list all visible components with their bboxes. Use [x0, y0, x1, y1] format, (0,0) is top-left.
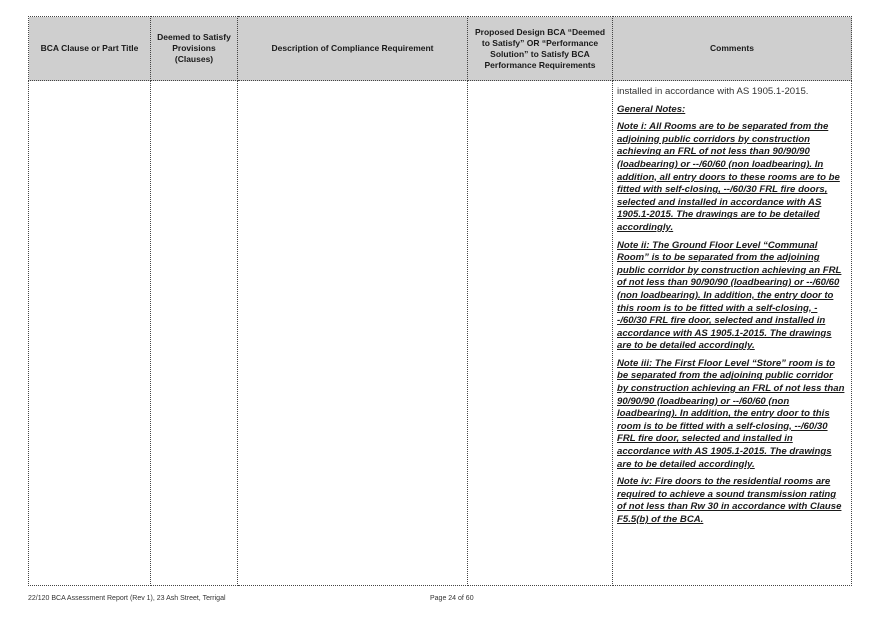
- header-description: Description of Compliance Requirement: [238, 17, 468, 81]
- header-bca-clause: BCA Clause or Part Title: [29, 17, 151, 81]
- bca-assessment-table: [28, 16, 852, 586]
- footer-page-number: Page 24 of 60: [430, 595, 474, 602]
- note-i: Note i: All Rooms are to be separated from the adjoining public corridors by construction achieving an FRL of not less than 90/90/90 (loadbearing) or --/60/60 (non loadbearing). In addition, all entry doors to these rooms are to be fitted with self-closing, --/60/30 FRL fire doors, selected and installed in accordance with AS 1905.1-2015. The drawings are to be detailed accordingly.: [617, 121, 840, 233]
- general-notes-heading: General Notes:: [617, 103, 686, 115]
- table-row: [29, 81, 852, 586]
- note-iii: Note iii: The First Floor Level “Store” room is to be separated from the adjoining public corridor by construction achieving an FRL of not less than 90/90/90 (loadbearing) or --/60/60 (non loadbearing). In addition, the entry door to this room is to be fitted with a self-closing, --/60/30 FRL fire door, selected and installed in accordance with AS 1905.1-2015. The drawings are to be detailed accordingly.: [617, 357, 845, 470]
- comments-lead-text: installed in accordance with AS 1905.1-2015.: [617, 86, 809, 97]
- footer-report-title: 22/120 BCA Assessment Report (Rev 1), 23 Ash Street, Terrigal: [28, 595, 226, 602]
- cell-comments: [613, 81, 852, 586]
- note-iv: Note iv: Fire doors to the residential rooms are required to achieve a sound transmission rating of not less than Rw 30 in accordance with Clause F5.5(b) of the BCA.: [617, 476, 842, 525]
- table-header-row: [29, 17, 852, 81]
- note-ii: Note ii: The Ground Floor Level “Communal Room” is to be separated from the adjoining public corridor by construction achieving an FRL of not less than 90/90/90 (loadbearing) or --/60/60 (non loadbearing). In addition, the entry door to this room is to be fitted with a self-closing, --/60/30 FRL fire door, selected and installed in accordance with AS 1905.1-2015. The drawings are to be detailed accordingly.: [617, 239, 842, 352]
- cell-bca-clause: [29, 81, 151, 586]
- header-comments: Comments: [613, 17, 852, 81]
- cell-deemed-to-satisfy: [151, 81, 238, 586]
- header-deemed-to-satisfy: Deemed to Satisfy Provisions (Clauses): [151, 17, 238, 81]
- cell-description: [238, 81, 468, 586]
- cell-proposed-design: [468, 81, 613, 586]
- header-proposed-design: Proposed Design BCA “Deemed to Satisfy” OR “Performance Solution” to Satisfy BCA Performance Requirements: [468, 17, 613, 81]
